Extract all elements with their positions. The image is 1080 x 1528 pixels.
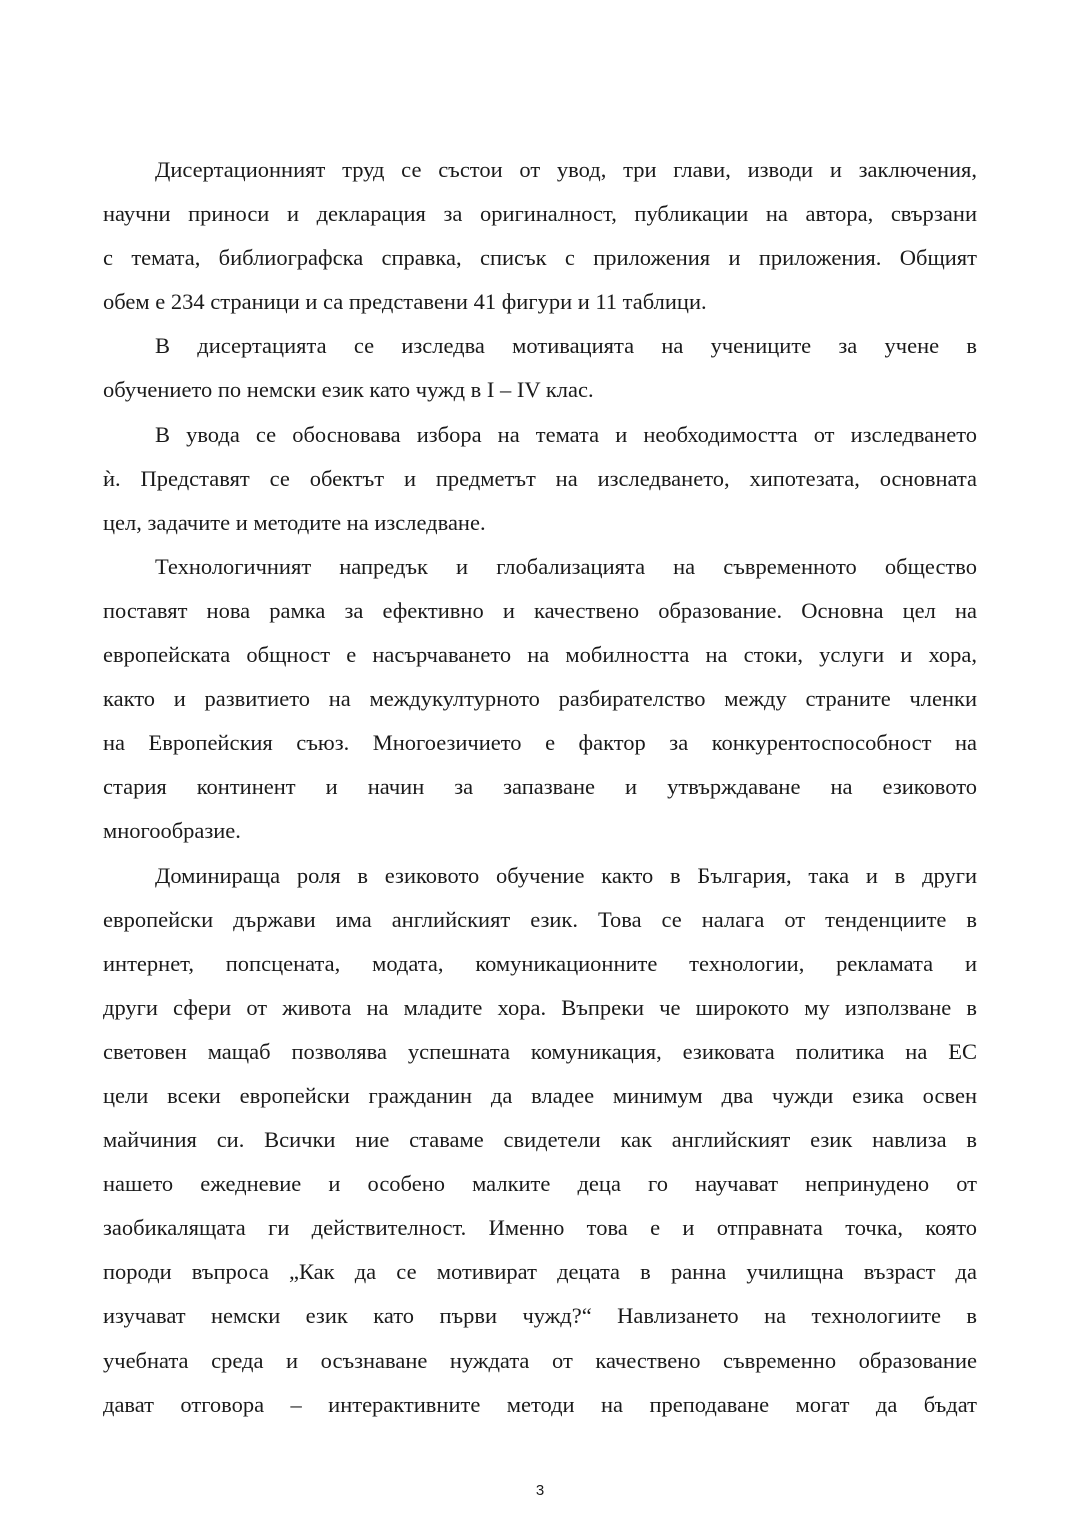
text-line: Технологичният напредък и глобализацията на съвременното общество — [155, 553, 977, 579]
text-line: на Европейския съюз. Многоезичието е фактор за конкурентоспособност на — [103, 730, 977, 756]
text-line: обучението по немски език като чужд в I – IV клас. — [103, 377, 594, 403]
text-line: нашето ежедневие и особено малките деца го научават непринудено от — [103, 1171, 977, 1197]
text-line: европейски държави има английският език. Това се налага от тенденциите в — [103, 906, 977, 932]
text-line: цел, задачите и методите на изследване. — [103, 509, 486, 535]
text-line: интернет, попсцената, модата, комуникационните технологии, рекламата и — [103, 950, 977, 976]
text-line: обем е 234 страници и са представени 41 фигури и 11 таблици. — [103, 289, 707, 315]
text-line: изучават немски език като първи чужд?“ Навлизането на технологиите в — [103, 1303, 977, 1329]
paragraph — [103, 545, 977, 854]
text-line: Дисертационният труд се състои от увод, три глави, изводи и заключения, — [155, 157, 977, 182]
text-line: поставят нова рамка за ефективно и качествено образование. Основна цел на — [103, 597, 977, 623]
text-line: други сфери от живота на младите хора. Въпреки че широкото му използване в — [103, 994, 977, 1020]
paragraph — [103, 413, 977, 545]
paragraph — [103, 854, 977, 1427]
paragraph — [103, 148, 977, 324]
text-line: цели всеки европейски гражданин да владее минимум два чужди езика освен — [103, 1082, 977, 1108]
text-line: В дисертацията се изследва мотивацията на учениците за учене в — [155, 333, 977, 359]
text-line: майчиния си. Всички ние ставаме свидетели как английският език навлиза в — [103, 1127, 977, 1153]
text-line: както и развитието на междукултурното разбирателство между страните членки — [103, 686, 977, 712]
text-line: европейската общност е насърчаването на мобилността на стоки, услуги и хора, — [103, 642, 977, 668]
text-line: с темата, библиографска справка, списък с приложения и приложения. Общият — [103, 245, 977, 271]
text-line: заобикалящата ги действителност. Именно това е и отправната точка, която — [103, 1215, 977, 1241]
text-line: В увода се обосновава избора на темата и необходимостта от изследването — [155, 421, 977, 447]
text-line: ѝ. Представят се обектът и предметът на изследването, хипотезата, основната — [103, 465, 977, 491]
text-line: стария континент и начин за запазване и утвърждаване на езиковото — [103, 774, 977, 800]
text-line: Доминираща роля в езиковото обучение както в България, така и в други — [155, 862, 977, 888]
paragraph — [103, 324, 977, 412]
body-text — [103, 148, 977, 1427]
page-number: 3 — [535, 1482, 545, 1499]
text-line: породи въпроса „Как да се мотивират децата в ранна училищна възраст да — [103, 1259, 977, 1285]
text-line: дават отговора – интерактивните методи на преподаване могат да бъдат — [103, 1391, 977, 1417]
text-line: световен мащаб позволява успешната комуникация, езиковата политика на ЕС — [103, 1038, 977, 1064]
text-line: научни приноси и декларация за оригиналност, публикации на автора, свързани — [103, 201, 977, 227]
text-line: учебната среда и осъзнаване нуждата от качествено съвременно образование — [103, 1347, 977, 1373]
text-line: многообразие. — [103, 818, 241, 844]
